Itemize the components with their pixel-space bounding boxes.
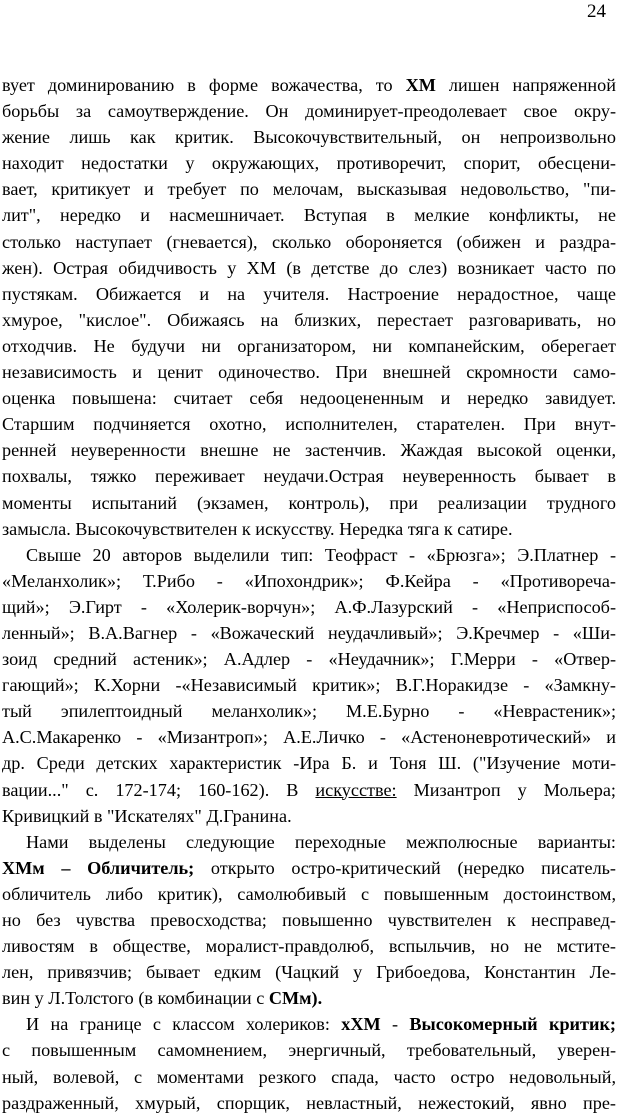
text-line	[2, 542, 616, 568]
text-segment: А.С.Макаренко - «Мизантроп»; А.Е.Личко - «Астеноневротический» и	[2, 727, 616, 748]
bold-text: ХМм – Обличитель;	[2, 857, 195, 878]
text-segment: но без чувства превосходства; повышенно чувствителен к несправед-	[2, 910, 616, 930]
text-line	[2, 229, 616, 255]
text-segment: открыто остро-критический (нередко писатель-	[194, 857, 616, 878]
text-line	[2, 646, 616, 672]
text-line	[2, 1037, 616, 1063]
text-line	[2, 1064, 616, 1090]
text-line	[2, 750, 616, 776]
text-line	[2, 777, 616, 803]
text-segment: зоид средний астеник»; А.Адлер - «Неудачник»; Г.Мерри - «Отвер-	[2, 649, 616, 670]
text-line	[2, 124, 616, 150]
text-segment: борьбы за самоутверждение. Он доминирует-преодолевает свое окру-	[2, 101, 616, 122]
text-line	[2, 333, 616, 359]
text-line	[2, 698, 616, 724]
text-line	[2, 594, 616, 620]
text-line	[2, 150, 616, 176]
text-segment: И на границе с классом холериков:	[26, 1014, 342, 1035]
text-segment: ливостям в обществе, моралист-правдолюб, вспыльчив, но не мстите-	[2, 936, 616, 957]
text-line	[2, 98, 616, 124]
text-line	[2, 907, 616, 933]
text-segment: жение лишь как критик. Высокочувствительный, он непроизвольно	[2, 127, 616, 148]
text-segment: похвалы, тяжко переживает неудачи.Острая неуверенность бывает в	[2, 466, 616, 487]
text-segment: вации..." с. 172-174; 160-162). В	[2, 779, 316, 800]
text-line	[2, 385, 616, 411]
text-segment: с повышенным самомнением, энергичный, требовательный, уверен-	[2, 1040, 616, 1061]
text-segment: ренней неуверенности внешне не застенчив. Жаждая высокой оценки,	[2, 440, 616, 461]
text-line	[2, 803, 616, 829]
text-segment: Старшим подчиняется охотно, исполнителен, старателен. При внут-	[2, 414, 616, 435]
text-line	[2, 959, 616, 985]
text-line	[2, 255, 616, 281]
text-line	[2, 307, 616, 333]
text-line	[2, 829, 616, 855]
text-segment: ленный»; В.А.Вагнер - «Вожаческий неудачливый»; Э.Кречмер - «Ши-	[2, 622, 616, 643]
text-line	[2, 411, 616, 437]
text-segment: вует доминированию в форме вожачества, то	[2, 75, 406, 95]
text-segment: вин у Л.Толстого (в комбинации с	[2, 988, 269, 1009]
text-segment: -	[380, 1014, 410, 1035]
text-line	[2, 724, 616, 750]
bold-text: ХМ	[405, 75, 436, 95]
text-line	[2, 855, 616, 881]
text-line	[2, 1090, 616, 1116]
text-line	[2, 933, 616, 959]
text-line	[2, 281, 616, 307]
text-segment: находит недостатки у окружающих, противоречит, спорит, обесцени-	[2, 153, 616, 174]
text-line	[2, 176, 616, 202]
text-segment: столько наступает (гневается), сколько обороняется (обижен и раздра-	[2, 231, 616, 252]
page-number: 24	[587, 1, 606, 22]
text-line	[2, 516, 616, 542]
text-segment: гающий»; К.Хорни -«Независимый критик»; В.Г.Норакидзе - «Замкну-	[2, 675, 616, 696]
text-segment: оценка повышена: считает себя недооцененным и нередко завидует.	[2, 388, 616, 409]
text-line	[2, 881, 616, 907]
text-line	[2, 620, 616, 646]
text-segment: Кривицкий в "Искателях" Д.Гранина.	[2, 805, 292, 826]
bold-text: хХМ	[341, 1014, 381, 1035]
text-line	[2, 672, 616, 698]
text-segment: Свыше 20 авторов выделили тип: Теофраст - «Брюзга»; Э.Платнер -	[26, 544, 616, 565]
text-segment: тый эпилептоидный меланхолик»; М.Е.Бурно - «Неврастеник»;	[2, 701, 616, 722]
text-segment: ный, волевой, с моментами резкого спада, часто остро недовольный,	[2, 1066, 616, 1087]
text-segment: лит", нередко и насмешничает. Вступая в мелкие конфликты, не	[2, 205, 616, 226]
underlined-text: искусстве:	[315, 779, 397, 800]
text-segment: лишен напряженной	[435, 75, 616, 95]
text-line	[2, 490, 616, 516]
text-line	[2, 359, 616, 385]
text-segment: Мизантроп у Мольера;	[396, 779, 616, 800]
text-segment: др. Среди детских характеристик -Ира Б. и Тоня Ш. ("Изучение моти-	[2, 753, 616, 774]
text-segment: Нами выделены следующие переходные межполюсные варианты:	[26, 831, 616, 852]
text-segment: вает, критикует и требует по мелочам, высказывая недовольство, "пи-	[2, 179, 616, 200]
text-segment: лен, привязчив; бывает едким (Чацкий у Грибоедова, Константин Ле-	[2, 962, 616, 983]
text-line	[2, 72, 616, 98]
text-line	[2, 202, 616, 228]
text-line	[2, 568, 616, 594]
text-segment: «Меланхолик»; Т.Рибо - «Ипохондрик»; Ф.Кейра - «Противореча-	[2, 570, 616, 591]
text-segment: моменты испытаний (экзамен, контроль), при реализации трудного	[2, 492, 616, 513]
body-text	[2, 72, 616, 1116]
text-segment: хмурое, "кислое". Обижаясь на близких, перестает разговаривать, но	[2, 309, 616, 330]
text-segment: замысла. Высокочувствителен к искусству. Нередка тяга к сатире.	[2, 518, 513, 539]
text-segment: пустякам. Обижается и на учителя. Настроение нерадостное, чаще	[2, 283, 616, 304]
text-segment: жен). Острая обидчивость у ХМ (в детстве до слез) возникает часто по	[2, 257, 616, 278]
text-segment: щий»; Э.Гирт - «Холерик-ворчун»; А.Ф.Лазурский - «Неприспособ-	[2, 596, 616, 617]
text-line	[2, 1011, 616, 1037]
text-line	[2, 985, 616, 1011]
text-segment: обличитель либо критик), самолюбивый с повышенным достоинством,	[2, 883, 616, 904]
text-segment: раздраженный, хмурый, спорщик, невластный, нежестокий, явно пре-	[2, 1092, 616, 1113]
text-segment: независимость и ценит одиночество. При внешней скромности само-	[2, 362, 616, 383]
text-line	[2, 463, 616, 489]
bold-text: Высокомерный критик;	[409, 1014, 616, 1035]
text-segment: отходчив. Не будучи ни организатором, ни компанейским, оберегает	[2, 335, 616, 356]
text-line	[2, 437, 616, 463]
bold-text: СМм).	[268, 988, 323, 1009]
